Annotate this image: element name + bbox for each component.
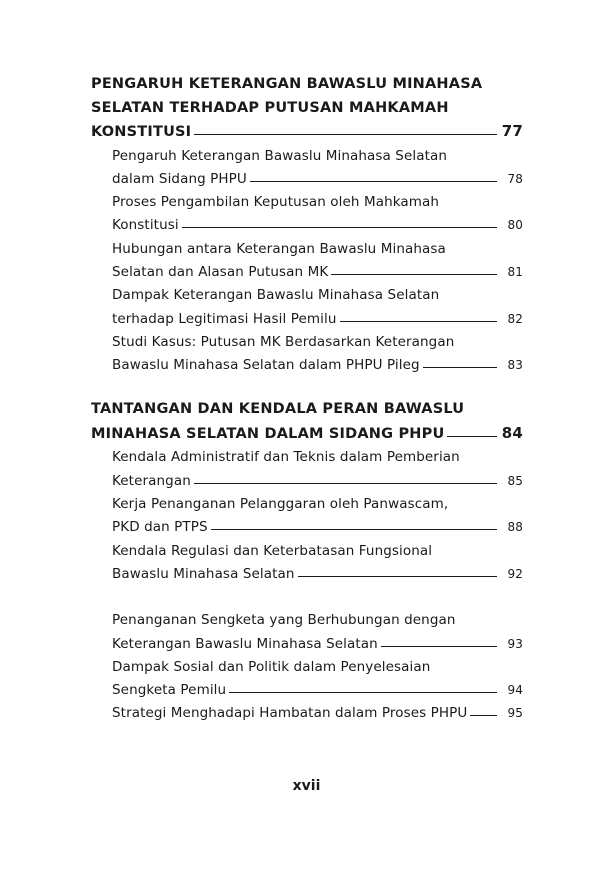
toc-chapter bbox=[91, 73, 523, 145]
leader-line bbox=[470, 715, 497, 716]
page-number: 95 bbox=[507, 706, 523, 721]
leader-line bbox=[182, 227, 497, 228]
section-title-text: Bawaslu Minahasa Selatan dalam PHPU Pileg bbox=[112, 357, 420, 374]
toc-chapter bbox=[91, 398, 523, 446]
leader-line bbox=[229, 692, 497, 693]
leader-line bbox=[331, 274, 497, 275]
section-title-text: Selatan dan Alasan Putusan MK bbox=[112, 263, 329, 280]
page-number: 93 bbox=[507, 636, 523, 651]
page-number: 83 bbox=[507, 358, 523, 373]
leader-line bbox=[194, 483, 497, 484]
toc-section bbox=[91, 446, 523, 493]
section-title-last-line bbox=[112, 308, 523, 331]
toc-section bbox=[91, 702, 523, 725]
page-number: 81 bbox=[507, 264, 523, 279]
page-folio: xvii bbox=[292, 778, 321, 794]
leader-line bbox=[447, 436, 497, 437]
section-title-line: Kerja Penanganan Pelanggaran oleh Panwascam, bbox=[112, 496, 449, 513]
section-title-last-line bbox=[112, 679, 523, 702]
section-title-line: Dampak Sosial dan Politik dalam Penyelesaian bbox=[112, 658, 431, 675]
table-of-contents bbox=[91, 73, 523, 726]
toc-section bbox=[91, 191, 523, 238]
section-title-text: Keterangan bbox=[112, 472, 191, 489]
chapter-title-line: PENGARUH KETERANGAN BAWASLU MINAHASA bbox=[91, 76, 483, 92]
chapter-title-last-line bbox=[91, 120, 523, 145]
section-title-last-line bbox=[112, 516, 523, 539]
leader-line bbox=[298, 576, 497, 577]
section-title-last-line bbox=[112, 354, 523, 377]
section-title-line: Penanganan Sengketa yang Berhubungan dengan bbox=[112, 612, 456, 629]
leader-line bbox=[250, 181, 497, 182]
chapter-title-line: SELATAN TERHADAP PUTUSAN MAHKAMAH bbox=[91, 99, 449, 116]
toc-section bbox=[91, 331, 523, 378]
toc-section bbox=[91, 609, 523, 656]
section-title-last-line bbox=[112, 563, 523, 586]
toc-section-list bbox=[91, 145, 523, 378]
toc-section bbox=[91, 145, 523, 192]
section-title-text: Sengketa Pemilu bbox=[112, 682, 227, 699]
chapter-title-last-line bbox=[91, 422, 523, 447]
section-title-line: Dampak Keterangan Bawaslu Minahasa Selatan bbox=[112, 287, 440, 304]
page-number: 78 bbox=[507, 171, 523, 186]
section-title-line: Kendala Regulasi dan Keterbatasan Fungsional bbox=[112, 542, 433, 559]
toc-section bbox=[91, 238, 523, 285]
page-number: 77 bbox=[501, 122, 523, 140]
leader-line bbox=[381, 646, 497, 647]
leader-line bbox=[423, 367, 497, 368]
section-title-text: PKD dan PTPS bbox=[112, 519, 208, 536]
page-number: 85 bbox=[507, 473, 523, 488]
section-title-last-line bbox=[112, 168, 523, 191]
toc-section bbox=[91, 540, 523, 587]
toc-section-list bbox=[91, 446, 523, 725]
section-title-text: terhadap Legitimasi Hasil Pemilu bbox=[112, 310, 337, 327]
section-title-line: Kendala Administratif dan Teknis dalam Pemberian bbox=[112, 449, 460, 466]
section-title-text: Keterangan Bawaslu Minahasa Selatan bbox=[112, 635, 378, 652]
page-number: 94 bbox=[507, 683, 523, 698]
leader-line bbox=[340, 321, 497, 322]
page-number: 80 bbox=[507, 218, 523, 233]
page-number: 84 bbox=[501, 423, 523, 442]
section-title-last-line bbox=[112, 633, 523, 656]
leader-line bbox=[211, 529, 497, 530]
section-title-text: Konstitusi bbox=[112, 217, 179, 234]
section-title-last-line bbox=[112, 470, 523, 493]
page-number: 88 bbox=[507, 520, 523, 535]
toc-section bbox=[91, 284, 523, 331]
section-title-last-line bbox=[112, 214, 523, 237]
chapter-title-line: TANTANGAN DAN KENDALA PERAN BAWASLU bbox=[91, 401, 465, 418]
section-title-line: Studi Kasus: Putusan MK Berdasarkan Keterangan bbox=[112, 333, 455, 350]
leader-line bbox=[194, 134, 497, 135]
chapter-title-text: MINAHASA SELATAN DALAM SIDANG PHPU bbox=[91, 425, 445, 442]
toc-section bbox=[91, 656, 523, 703]
section-title-last-line bbox=[112, 261, 523, 284]
section-title-text: Strategi Menghadapi Hambatan dalam Proses PHPU bbox=[112, 705, 468, 722]
page-number: 82 bbox=[507, 311, 523, 326]
chapter-title-text: KONSTITUSI bbox=[91, 124, 192, 140]
section-title-line: Pengaruh Keterangan Bawaslu Minahasa Selatan bbox=[112, 147, 448, 164]
section-title-last-line bbox=[112, 702, 523, 725]
section-title-text: dalam Sidang PHPU bbox=[112, 170, 247, 187]
section-title-text: Bawaslu Minahasa Selatan bbox=[112, 565, 295, 582]
page-number: 92 bbox=[507, 566, 523, 581]
toc-section bbox=[91, 493, 523, 540]
section-title-line: Proses Pengambilan Keputusan oleh Mahkamah bbox=[112, 194, 440, 211]
section-title-line: Hubungan antara Keterangan Bawaslu Minahasa bbox=[112, 240, 446, 257]
